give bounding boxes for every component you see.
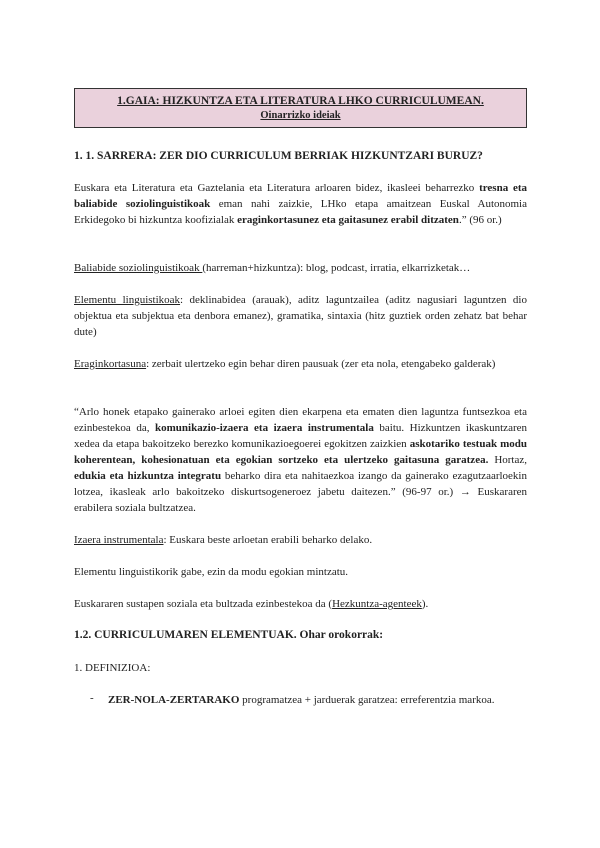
text-run: : deklinabidea (arauak), aditz laguntzailea (aditz nagusiari laguntzen dio objektua eta subjektua eta denbora emanez), gramatika, sintaxia (hitz guztiek orden zehatz bat behar dute) (74, 294, 527, 338)
paragraph-elementu (74, 292, 527, 340)
section-heading-elementuak: 1.2. CURRICULUMAREN ELEMENTUAK. Ohar orokorrak: (74, 629, 384, 641)
paragraph-intro (74, 180, 527, 228)
bullet-dash: - (90, 692, 94, 704)
text-run: “Arlo honek etapako gainerako arloei egiten dien ekarpena eta ematen dien laguntza funtsezkoa eta ezinbestekoa da, (74, 406, 527, 434)
text-run: Euskararen sustapen soziala eta bultzada ezinbestekoa da ( (74, 598, 333, 610)
bold-run: tresna eta baliabide soziolinguistikoak (74, 182, 527, 210)
title-sub: Oinarrizko ideiak (260, 110, 341, 121)
section-heading-sarrera: 1. 1. SARRERA: ZER DIO CURRICULUM BERRIAK HIZKUNTZARI BURUZ? (74, 150, 483, 162)
term-underlined: Eraginkortasuna (74, 358, 147, 370)
title-box (74, 88, 527, 128)
bold-run: eraginkortasunez eta gaitasunez erabil ditzaten (237, 214, 459, 226)
text-run: : Euskara beste arloetan erabili beharko delako. (163, 534, 373, 546)
paragraph-izaera (74, 532, 527, 548)
title-main: 1.GAIA: HIZKUNTZA ETA LITERATURA LHKO CURRICULUMEAN. (117, 95, 484, 107)
subheading-definizioa: 1. DEFINIZIOA: (74, 662, 151, 674)
term-underlined: Baliabide soziolinguistikoak (74, 262, 203, 274)
term-underlined: Hezkuntza-agenteek (332, 598, 422, 610)
paragraph-baliabide (74, 260, 527, 276)
text-run: beharko dira eta nahitaezkoa izango da gainerako ezagutzaarloekin lotzea, ikasleak arlo bakoitzeko diskurtsogeneroez jabetu daitezen.” (96-97 or.) → Euskararen erabilera soziala bultzatzea. (74, 470, 527, 514)
term-underlined: Elementu linguistikoak (74, 294, 181, 306)
bold-run: ZER-NOLA-ZERTARAKO (108, 694, 240, 706)
paragraph-quote (74, 404, 527, 516)
term-underlined: Izaera instrumentala (74, 534, 164, 546)
text-run: Euskara eta Literatura eta Gaztelania eta Literatura arloaren bidez, ikasleei beharrezko (74, 182, 480, 194)
bold-run: edukia eta hizkuntza integratu (74, 470, 222, 482)
text-run: eman nahi zaizkie, LHko etapa amaitzean Euskal Autonomia Erkidegoko bi hizkuntza koofizialak (74, 198, 527, 226)
text-run: Hortaz, (488, 454, 527, 466)
bold-run: askotariko testuak modu koherentean, kohesionatuan eta egokian sortzeko eta ulertzeko gaitasuna garatzea. (74, 438, 527, 466)
text-run: .” (96 or.) (458, 214, 502, 226)
paragraph-eraginkortasuna (74, 356, 527, 372)
text-run: ). (421, 598, 429, 610)
text-run: programatzea + jarduerak garatzea: erreferentzia markoa. (239, 694, 495, 706)
paragraph-elementu-gabe: Elementu linguistikorik gabe, ezin da modu egokian mintzatu. (74, 566, 349, 578)
text-run: baitu. Hizkuntzen ikaskuntzaren xedea da etapa bakoitzeko berezko komunikazioegoerei egokitzen zaizkien (74, 422, 527, 450)
bold-run: komunikazio-izaera eta izaera instrumentala (155, 422, 374, 434)
text-run: (harreman+hizkuntza): blog, podcast, irratia, elkarrizketak… (202, 262, 471, 274)
paragraph-sustapen (74, 596, 527, 612)
bullet-item (108, 692, 527, 708)
text-run: : zerbait ulertzeko egin behar diren pausuak (zer eta nola, etengabeko galderak) (146, 358, 496, 370)
